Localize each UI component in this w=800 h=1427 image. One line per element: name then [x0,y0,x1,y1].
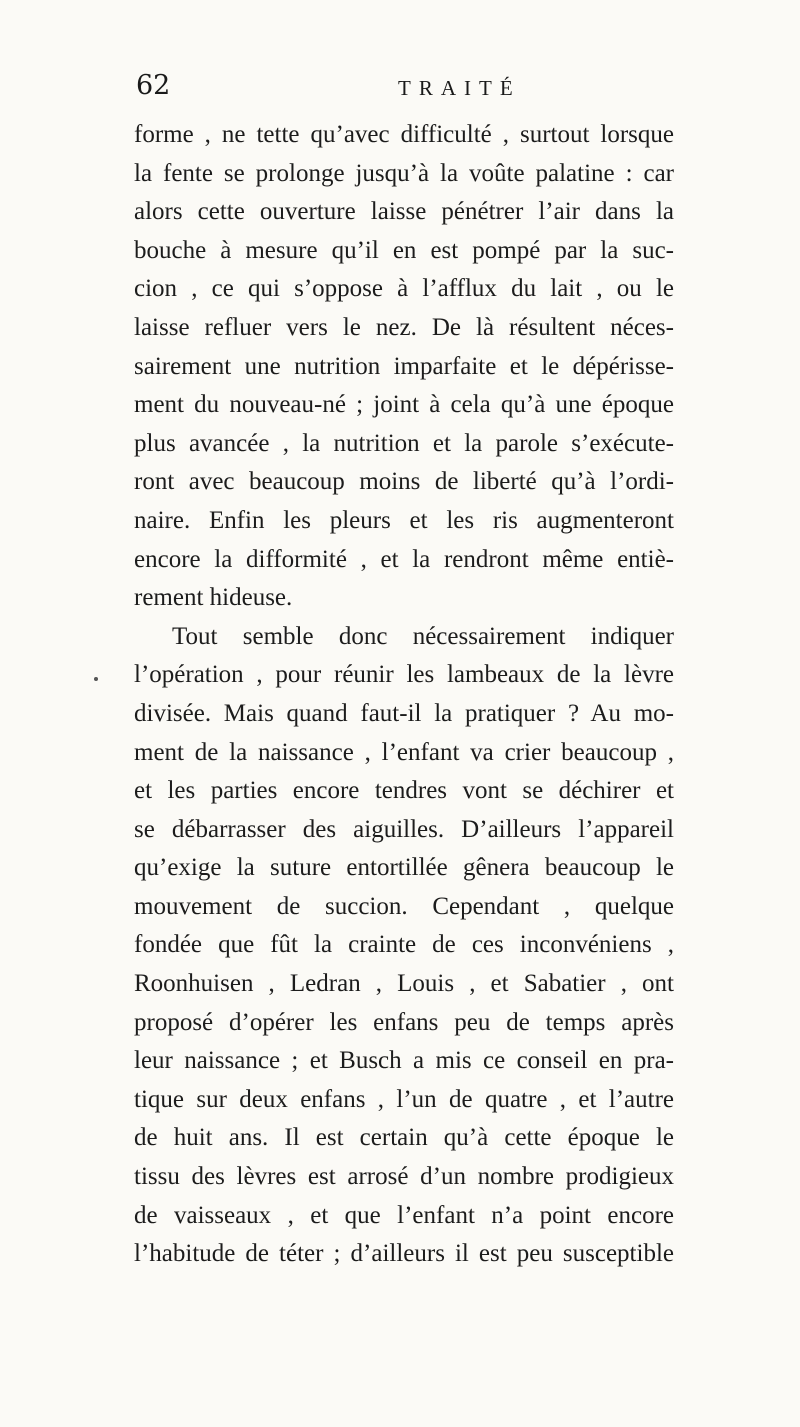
text-line: cion , ce qui s’oppose à l’afflux du lait , ou le [134,275,674,303]
text-line: divisée. Mais quand faut-il la pratiquer ? Au mo- [134,699,674,727]
text-line: ment de la naissance , l’enfant va crier beaucoup , [134,738,674,766]
text-line: encore la difformité , et la rendront même entiè- [134,545,674,573]
text-line: la fente se prolonge jusqu’à la voûte palatine : car [134,159,674,187]
text-line: bouche à mesure qu’il en est pompé par la suc- [134,236,674,264]
text-line: Roonhuisen , Ledran , Louis , et Sabatier , ont [134,970,674,998]
text-line: ment du nouveau-né ; joint à cela qu’à une époque [134,391,674,419]
ink-speck [94,677,98,681]
running-title: TRAITÉ [398,76,521,100]
text-line: naire. Enfin les pleurs et les ris augmenteront [134,506,674,534]
text-line: tissu des lèvres est arrosé d’un nombre prodigieux [134,1163,674,1191]
page-number: 62 [136,70,171,101]
body-text [134,116,674,1274]
text-line: qu’exige la suture entortillée gênera beaucoup le [134,854,674,882]
page-header [136,70,676,110]
text-line: se débarrasser des aiguilles. D’ailleurs l’appareil [134,815,674,843]
text-line: leur naissance ; et Busch a mis ce conseil en pra- [134,1047,674,1075]
text-line: mouvement de succion. Cependant , quelque [134,892,674,920]
text-line: de vaisseaux , et que l’enfant n’a point encore [134,1201,674,1229]
text-line: Tout semble donc nécessairement indiquer [172,622,674,650]
text-line: l’habitude de téter ; d’ailleurs il est peu susceptible [134,1240,674,1268]
text-line: tique sur deux enfans , l’un de quatre , et l’autre [134,1085,674,1113]
text-line: plus avancée , la nutrition et la parole s’exécute- [134,429,674,457]
text-line: ront avec beaucoup moins de liberté qu’à l’ordi- [134,468,674,496]
text-line: et les parties encore tendres vont se déchirer et [134,777,674,805]
text-line: laisse refluer vers le nez. De là résultent néces- [134,313,674,341]
text-line: l’opération , pour réunir les lambeaux de la lèvre [134,661,674,689]
text-line: proposé d’opérer les enfans peu de temps après [134,1008,674,1036]
text-line: rement hideuse. [134,584,293,612]
text-line: sairement une nutrition imparfaite et le dépérisse- [134,352,674,380]
text-line: de huit ans. Il est certain qu’à cette époque le [134,1124,674,1152]
text-line: forme , ne tette qu’avec difficulté , surtout lorsque [134,121,674,148]
text-line: alors cette ouverture laisse pénétrer l’air dans la [134,198,674,226]
text-line: fondée que fût la crainte de ces inconvéniens , [134,931,674,959]
